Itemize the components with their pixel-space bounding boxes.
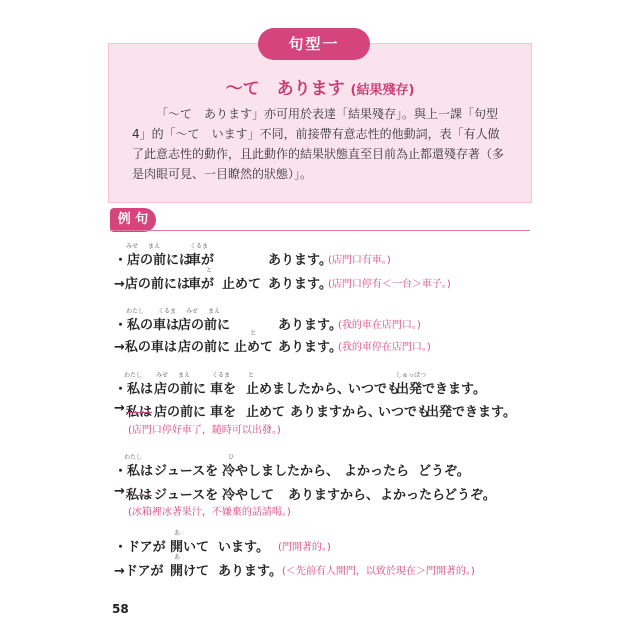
sentence-part: 開いて	[170, 540, 210, 555]
sentence-part-struck: 私は	[126, 405, 153, 420]
sentence-part: 止めて	[246, 405, 286, 420]
pattern-title-note: (結果殘存)	[350, 83, 415, 98]
pattern-description	[132, 104, 508, 184]
sentence-part: ・私は	[114, 382, 154, 397]
sentence-part: どうぞ。	[444, 488, 496, 503]
sentence-part: ありますから、	[288, 488, 380, 503]
sentence-part: →店の前には	[114, 277, 190, 292]
furigana: わたし	[124, 372, 143, 379]
sentence-part: →	[114, 484, 125, 499]
sentence-part: よかったら	[344, 464, 410, 479]
translation: (我的車停在店門口。)	[338, 342, 431, 353]
furigana: みせ	[156, 372, 169, 379]
page-number: 58	[112, 602, 129, 616]
sentence-part-struck: 私は	[126, 488, 153, 503]
translation: (我的車在店門口。)	[338, 320, 421, 331]
furigana: ひ	[228, 454, 235, 461]
furigana: あ	[174, 530, 181, 537]
sentence-part: ・ドアが	[114, 540, 166, 555]
sentence-part: ジュースを	[154, 464, 219, 479]
sentence-part: 車が	[188, 277, 215, 292]
sentence-part: ジュースを	[154, 488, 219, 503]
sentence-part: 冷やしましたから、	[222, 464, 340, 479]
sentence-part: →ドアが	[114, 564, 164, 579]
furigana: と	[206, 267, 213, 274]
furigana: と	[250, 330, 257, 337]
sentence-part: 止めましたから、	[246, 382, 351, 397]
translation: (門開著的。)	[278, 542, 331, 553]
furigana: くるま	[212, 372, 231, 379]
sentence-part: いつでも	[348, 382, 401, 397]
sentence-part: います。	[218, 540, 269, 555]
sentence-part: あります。	[278, 318, 342, 333]
furigana: みせ	[126, 243, 139, 250]
examples-label: 例 句	[110, 208, 156, 232]
examples-divider	[110, 230, 530, 231]
sentence-part: よかったら	[380, 488, 446, 503]
sentence-part: 冷やして	[222, 488, 275, 503]
sentence-part: 店の前に	[154, 382, 207, 397]
sentence-part: あります。	[278, 340, 342, 355]
furigana: あ	[174, 554, 181, 561]
sentence-part: 車を	[210, 382, 237, 397]
sentence-part: 店の前に	[178, 318, 231, 333]
sentence-part: →	[114, 401, 125, 416]
sentence-part: ・私の車は	[114, 318, 180, 333]
translation: (店門口停好車了，隨時可以出發。)	[128, 425, 281, 436]
furigana: まえ	[148, 243, 161, 250]
sentence-part: 店の前に	[178, 340, 231, 355]
sentence-part: あります。	[268, 253, 332, 268]
sentence-part: 出発できます。	[426, 405, 516, 420]
translation: (店門口有車。)	[328, 255, 391, 266]
sentence-part: 車を	[210, 405, 237, 420]
furigana: まえ	[178, 372, 191, 379]
sentence-part: 出発できます。	[396, 382, 486, 397]
translation: (＜先前有人開門，以致於現在＞門開著的。)	[282, 566, 475, 577]
sentence-part: 止めて	[234, 340, 274, 355]
sentence-part: あります。	[218, 564, 282, 579]
pattern-title	[0, 74, 640, 99]
pattern-badge: 句型一	[258, 28, 370, 60]
sentence-part: どうぞ。	[418, 464, 470, 479]
furigana: わたし	[126, 308, 145, 315]
translation: (店門口停有＜一台＞車子。)	[328, 279, 451, 290]
sentence-part: →私の車は	[114, 340, 177, 355]
furigana: みせ	[186, 308, 199, 315]
sentence-part: あります。	[268, 277, 332, 292]
sentence-part: ・私は	[114, 464, 154, 479]
furigana: わたし	[124, 454, 143, 461]
furigana: まえ	[208, 308, 221, 315]
pattern-title-text: 〜て あります	[225, 79, 345, 99]
sentence-part: 開けて	[170, 564, 210, 579]
translation: (冰箱裡冰著果汁，不嫌棄的話請喝。)	[128, 507, 291, 518]
furigana: しゅっぱつ	[396, 372, 427, 379]
sentence-part: ・店の前には	[114, 253, 193, 268]
sentence-part: 車が	[188, 253, 215, 268]
sentence-part: 店の前に	[154, 405, 207, 420]
sentence-part: ありますから、	[290, 405, 382, 420]
furigana: くるま	[190, 243, 209, 250]
sentence-part: 止めて	[222, 277, 262, 292]
pattern-description-text: 「〜て あります」亦可用於表達「結果殘存」。與上一課「句型 4」的「〜て います」不同，前接帶有意志性的他動詞，表「有人做了此意志性的動作，且此動作的結果狀態直至目前為止都還殘存著（多是肉眼可見、一目瞭然的狀態）」。	[132, 107, 505, 181]
sentence-part: いつでも	[378, 405, 431, 420]
furigana: と	[248, 372, 255, 379]
furigana: くるま	[158, 308, 177, 315]
